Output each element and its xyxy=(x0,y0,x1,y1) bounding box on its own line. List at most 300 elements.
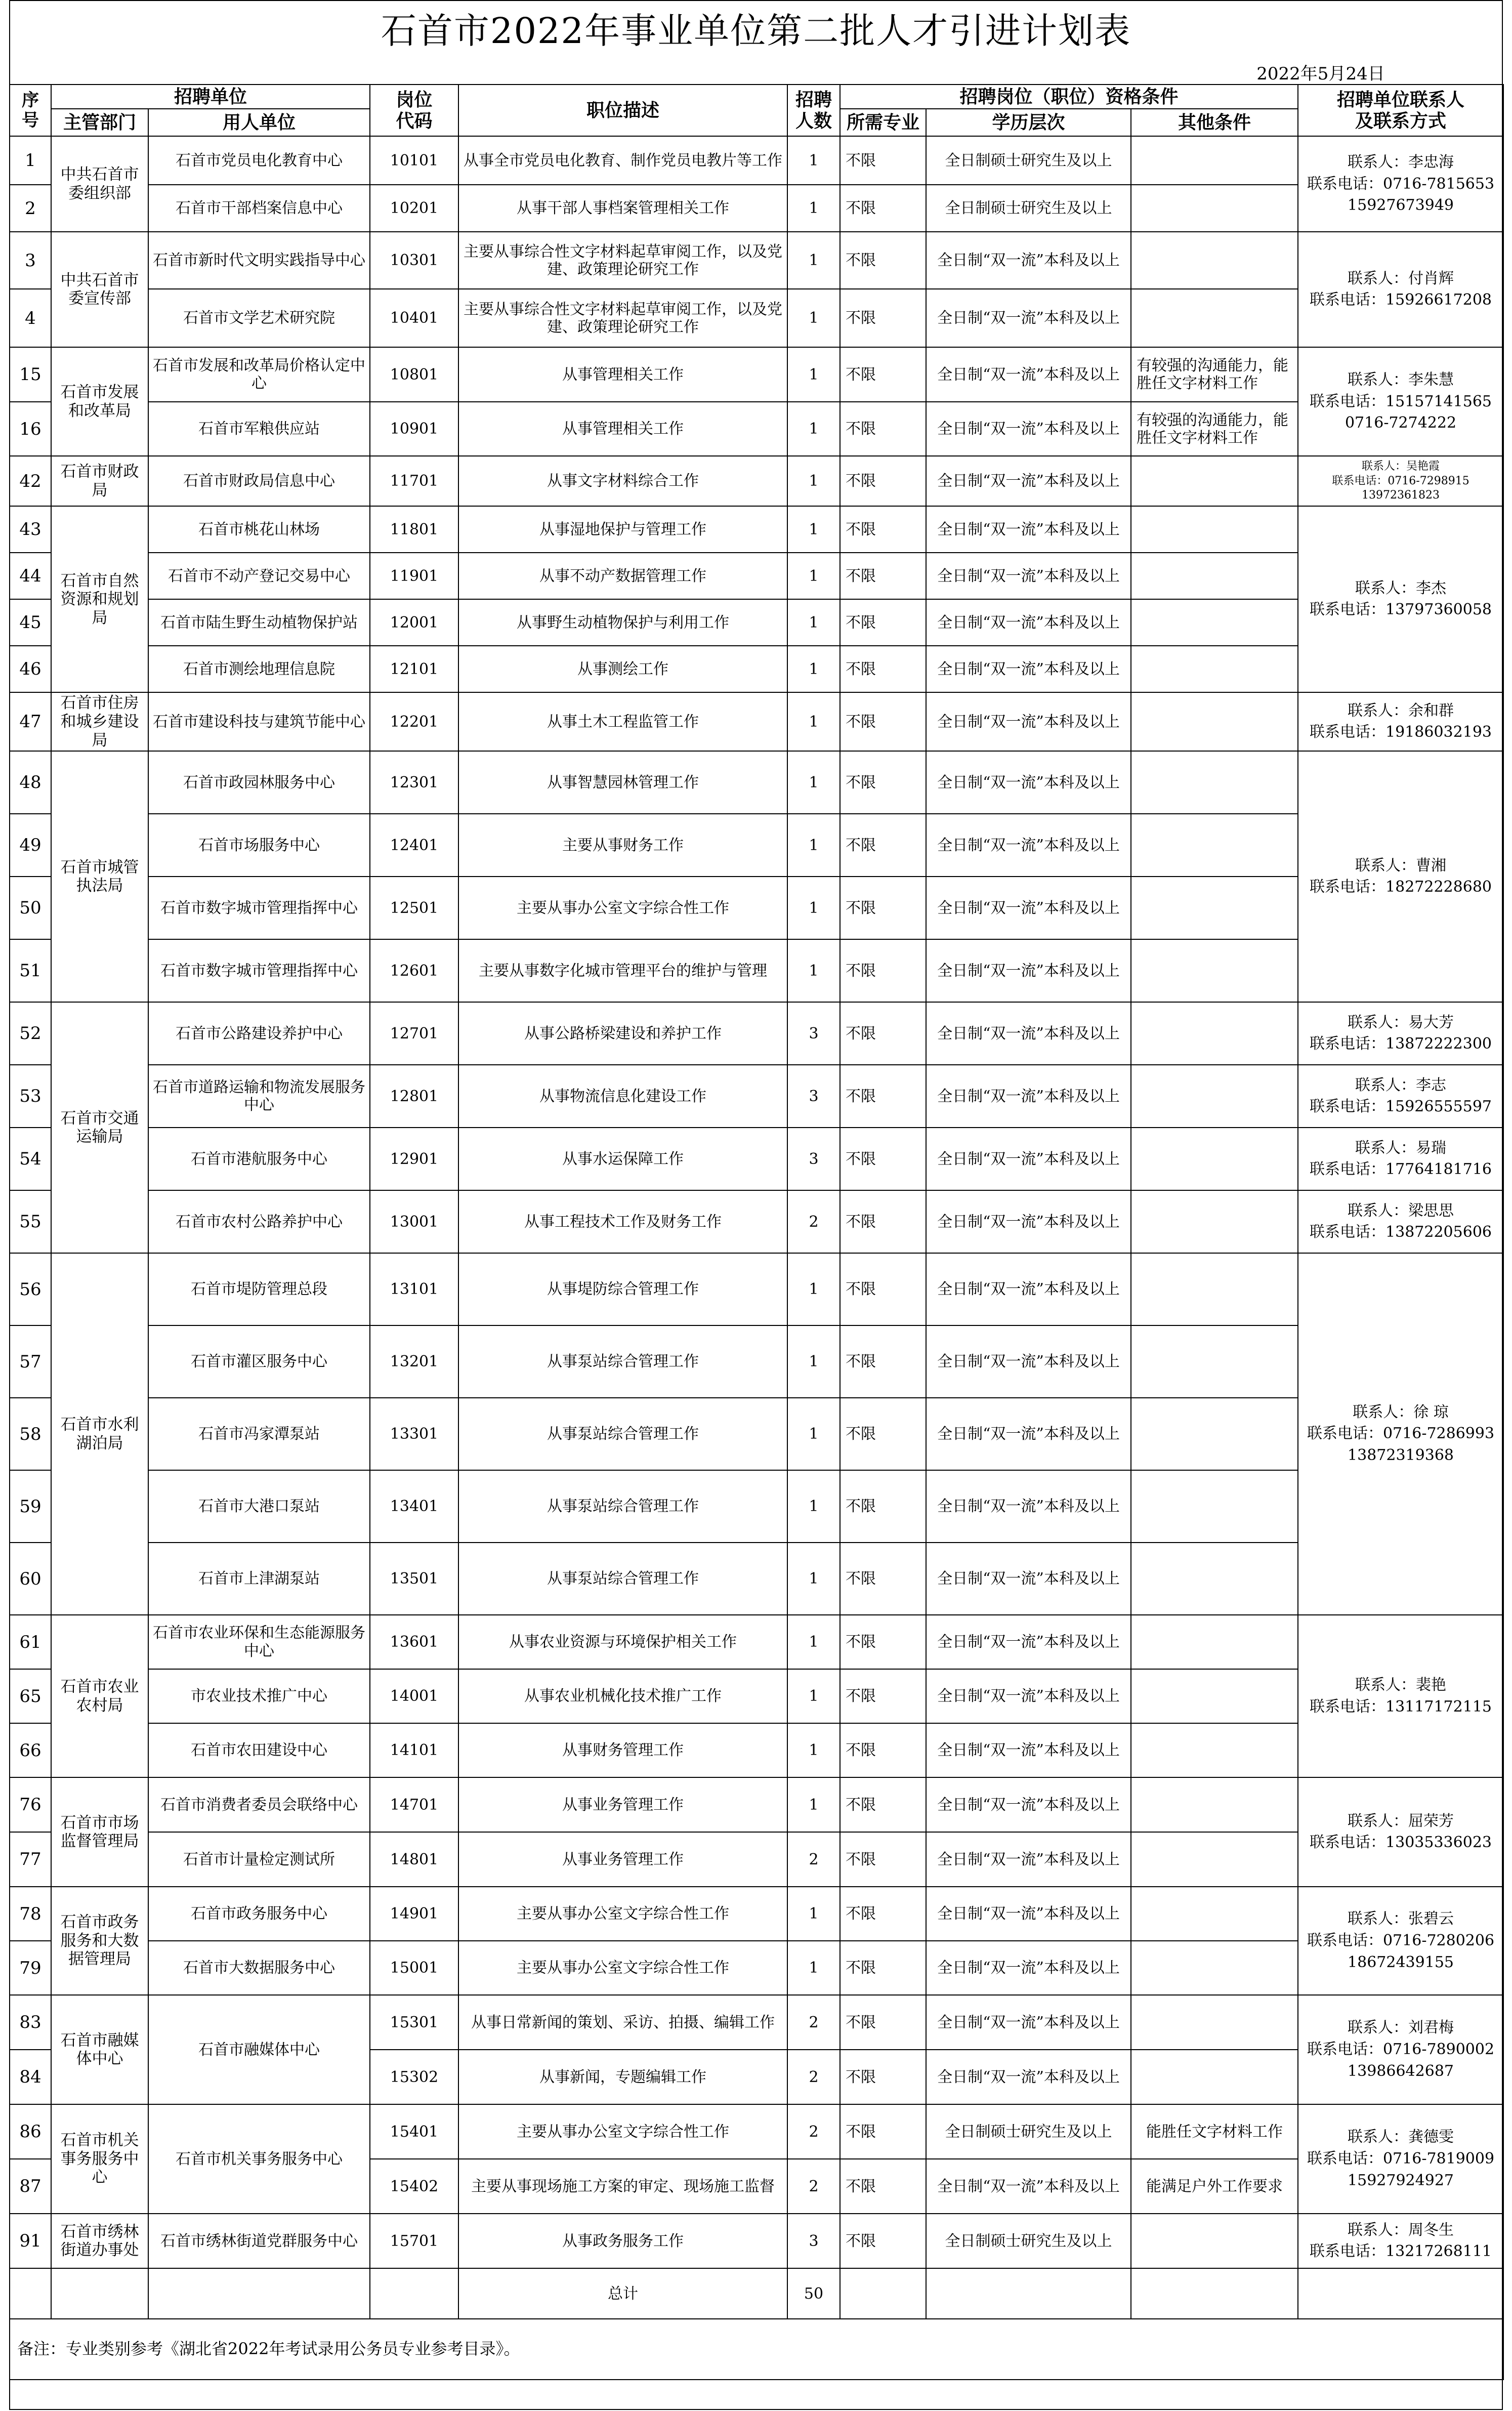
table-row xyxy=(10,939,1503,1002)
employer-cell: 石首市消费者委员会联络中心 xyxy=(148,1777,370,1832)
contact-cell-line: 15927673949 xyxy=(1348,196,1454,215)
contact-cell xyxy=(1298,1253,1503,1615)
code-cell: 15401 xyxy=(370,2104,458,2159)
major-cell: 不限 xyxy=(840,2214,926,2268)
count-cell: 1 xyxy=(787,646,840,692)
desc-cell: 从事管理相关工作 xyxy=(458,347,787,402)
header-count xyxy=(787,85,840,136)
major-cell: 不限 xyxy=(840,751,926,814)
code-cell: 13001 xyxy=(370,1190,458,1253)
desc-cell: 从事新闻，专题编辑工作 xyxy=(458,2050,787,2104)
seq-cell: 60 xyxy=(10,1543,51,1615)
employer-cell: 石首市军粮供应站 xyxy=(148,402,370,456)
desc-cell: 主要从事综合性文字材料起草审阅工作，以及党建、政策理论研究工作 xyxy=(458,232,787,289)
other-cell xyxy=(1131,646,1298,692)
employer-cell: 石首市机关事务服务中心 xyxy=(148,2104,370,2214)
count-cell: 1 xyxy=(787,289,840,347)
contact-cell-line: 联系电话：13117172115 xyxy=(1310,1697,1492,1716)
count-cell: 3 xyxy=(787,2214,840,2268)
desc-cell: 从事智慧园林管理工作 xyxy=(458,751,787,814)
count-cell: 1 xyxy=(787,1941,840,1995)
major-cell: 不限 xyxy=(840,553,926,599)
code-cell: 11701 xyxy=(370,456,458,506)
other-cell xyxy=(1131,1470,1298,1543)
edu-cell: 全日制“双一流”本科及以上 xyxy=(926,1723,1131,1777)
header-qual-group: 招聘岗位（职位）资格条件 xyxy=(840,85,1298,109)
contact-cell xyxy=(1298,1887,1503,1995)
total-count: 50 xyxy=(787,2268,840,2319)
major-cell: 不限 xyxy=(840,1398,926,1470)
edu-cell: 全日制“双一流”本科及以上 xyxy=(926,1325,1131,1398)
code-cell: 15301 xyxy=(370,1995,458,2050)
edu-cell: 全日制“双一流”本科及以上 xyxy=(926,1128,1131,1190)
other-cell xyxy=(1131,1325,1298,1398)
header-dept: 主管部门 xyxy=(51,109,148,136)
contact-cell-line: 联系人：李志 xyxy=(1355,1076,1447,1094)
edu-cell: 全日制“双一流”本科及以上 xyxy=(926,1253,1131,1325)
edu-cell: 全日制“双一流”本科及以上 xyxy=(926,939,1131,1002)
other-cell xyxy=(1131,1941,1298,1995)
desc-cell: 主要从事办公室文字综合性工作 xyxy=(458,2104,787,2159)
major-cell: 不限 xyxy=(840,402,926,456)
contact-cell xyxy=(1298,1002,1503,1065)
seq-cell: 49 xyxy=(10,814,51,877)
contact-cell-line: 13972361823 xyxy=(1362,489,1440,502)
contact-cell-line: 联系电话：13872222300 xyxy=(1310,1035,1492,1053)
desc-cell: 从事测绘工作 xyxy=(458,646,787,692)
other-cell xyxy=(1131,2214,1298,2268)
table-row xyxy=(10,1941,1503,1995)
table-row xyxy=(10,1128,1503,1190)
other-cell xyxy=(1131,814,1298,877)
major-cell: 不限 xyxy=(840,506,926,553)
other-cell xyxy=(1131,877,1298,939)
edu-cell: 全日制“双一流”本科及以上 xyxy=(926,1777,1131,1832)
code-cell: 12201 xyxy=(370,692,458,751)
count-cell: 1 xyxy=(787,877,840,939)
seq-cell: 2 xyxy=(10,185,51,232)
edu-cell: 全日制“双一流”本科及以上 xyxy=(926,599,1131,646)
contact-cell-line: 联系人：龚德雯 xyxy=(1348,2128,1454,2146)
edu-cell: 全日制“双一流”本科及以上 xyxy=(926,1065,1131,1128)
major-cell: 不限 xyxy=(840,185,926,232)
header-contact-line: 招聘单位联系人 xyxy=(1337,89,1465,110)
desc-cell: 主要从事办公室文字综合性工作 xyxy=(458,1941,787,1995)
edu-cell: 全日制“双一流”本科及以上 xyxy=(926,1543,1131,1615)
employer-cell: 石首市不动产登记交易中心 xyxy=(148,553,370,599)
desc-cell: 主要从事办公室文字综合性工作 xyxy=(458,1887,787,1941)
code-cell: 10301 xyxy=(370,232,458,289)
header-major: 所需专业 xyxy=(840,109,926,136)
table-row xyxy=(10,402,1503,456)
major-cell: 不限 xyxy=(840,1832,926,1887)
header-desc: 职位描述 xyxy=(458,85,787,136)
desc-cell: 从事泵站综合管理工作 xyxy=(458,1325,787,1398)
desc-cell: 从事公路桥梁建设和养护工作 xyxy=(458,1002,787,1065)
contact-cell-line: 联系电话：13872205606 xyxy=(1310,1223,1492,1241)
contact-cell-line: 13872319368 xyxy=(1348,1446,1454,1464)
seq-cell: 83 xyxy=(10,1995,51,2050)
table-row xyxy=(10,1543,1503,1615)
other-cell xyxy=(1131,136,1298,185)
count-cell: 3 xyxy=(787,1002,840,1065)
edu-cell: 全日制“双一流”本科及以上 xyxy=(926,1398,1131,1470)
contact-cell-line: 联系电话：19186032193 xyxy=(1310,723,1492,741)
dept-cell: 石首市机关事务服务中心 xyxy=(51,2104,148,2214)
count-cell: 2 xyxy=(787,1995,840,2050)
table-row xyxy=(10,751,1503,814)
count-cell: 1 xyxy=(787,1669,840,1723)
table-row xyxy=(10,1470,1503,1543)
table-row xyxy=(10,1253,1503,1325)
seq-cell: 58 xyxy=(10,1398,51,1470)
desc-cell: 从事业务管理工作 xyxy=(458,1832,787,1887)
total-blank xyxy=(10,2268,51,2319)
employer-cell: 石首市桃花山林场 xyxy=(148,506,370,553)
desc-cell: 主要从事数字化城市管理平台的维护与管理 xyxy=(458,939,787,1002)
dept-cell: 石首市交通运输局 xyxy=(51,1002,148,1253)
other-cell xyxy=(1131,289,1298,347)
major-cell: 不限 xyxy=(840,2104,926,2159)
edu-cell: 全日制“双一流”本科及以上 xyxy=(926,456,1131,506)
code-cell: 12501 xyxy=(370,877,458,939)
seq-cell: 51 xyxy=(10,939,51,1002)
major-cell: 不限 xyxy=(840,1941,926,1995)
count-cell: 3 xyxy=(787,1065,840,1128)
table-row xyxy=(10,599,1503,646)
other-cell xyxy=(1131,1995,1298,2050)
contact-cell xyxy=(1298,506,1503,692)
desc-cell: 主要从事现场施工方案的审定、现场施工监督 xyxy=(458,2159,787,2214)
edu-cell: 全日制“双一流”本科及以上 xyxy=(926,2050,1131,2104)
employer-cell: 石首市政务服务中心 xyxy=(148,1887,370,1941)
code-cell: 14701 xyxy=(370,1777,458,1832)
contact-cell-line: 联系人：屈荣芳 xyxy=(1348,1812,1454,1830)
total-label: 总计 xyxy=(458,2268,787,2319)
desc-cell: 从事文字材料综合工作 xyxy=(458,456,787,506)
other-cell xyxy=(1131,1543,1298,1615)
count-cell: 1 xyxy=(787,1887,840,1941)
edu-cell: 全日制硕士研究生及以上 xyxy=(926,185,1131,232)
employer-cell: 市农业技术推广中心 xyxy=(148,1669,370,1723)
code-cell: 15302 xyxy=(370,2050,458,2104)
contact-cell-line: 联系电话：0716-7286993 xyxy=(1307,1425,1495,1443)
employer-cell: 石首市上津湖泵站 xyxy=(148,1543,370,1615)
employer-cell: 石首市文学艺术研究院 xyxy=(148,289,370,347)
code-cell: 11901 xyxy=(370,553,458,599)
contact-cell-line: 联系人：裴艳 xyxy=(1355,1676,1447,1694)
contact-cell-line: 联系人：李杰 xyxy=(1355,579,1447,597)
contact-cell-line: 13986642687 xyxy=(1348,2062,1454,2080)
count-cell: 1 xyxy=(787,232,840,289)
edu-cell: 全日制“双一流”本科及以上 xyxy=(926,646,1131,692)
other-cell xyxy=(1131,2050,1298,2104)
employer-cell: 石首市道路运输和物流发展服务中心 xyxy=(148,1065,370,1128)
desc-cell: 从事农业资源与环境保护相关工作 xyxy=(458,1615,787,1669)
dept-cell: 石首市绣林街道办事处 xyxy=(51,2214,148,2268)
major-cell: 不限 xyxy=(840,1253,926,1325)
other-cell xyxy=(1131,1128,1298,1190)
seq-cell: 66 xyxy=(10,1723,51,1777)
desc-cell: 从事管理相关工作 xyxy=(458,402,787,456)
edu-cell: 全日制“双一流”本科及以上 xyxy=(926,877,1131,939)
edu-cell: 全日制“双一流”本科及以上 xyxy=(926,553,1131,599)
code-cell: 12601 xyxy=(370,939,458,1002)
table-row xyxy=(10,347,1503,402)
major-cell: 不限 xyxy=(840,1128,926,1190)
seq-cell: 77 xyxy=(10,1832,51,1887)
count-cell: 2 xyxy=(787,2104,840,2159)
count-cell: 1 xyxy=(787,751,840,814)
major-cell: 不限 xyxy=(840,1543,926,1615)
other-cell xyxy=(1131,1832,1298,1887)
contact-cell-line: 联系人：吴艳霞 xyxy=(1362,460,1440,473)
code-cell: 13301 xyxy=(370,1398,458,1470)
code-cell: 12801 xyxy=(370,1065,458,1128)
contact-cell xyxy=(1298,1995,1503,2104)
employer-cell: 石首市港航服务中心 xyxy=(148,1128,370,1190)
edu-cell: 全日制“双一流”本科及以上 xyxy=(926,1615,1131,1669)
total-blank xyxy=(148,2268,370,2319)
desc-cell: 从事不动产数据管理工作 xyxy=(458,553,787,599)
desc-cell: 从事土木工程监管工作 xyxy=(458,692,787,751)
count-cell: 1 xyxy=(787,939,840,1002)
contact-cell-line: 联系人：李朱慧 xyxy=(1348,371,1454,389)
edu-cell: 全日制“双一流”本科及以上 xyxy=(926,1002,1131,1065)
contact-cell xyxy=(1298,1777,1503,1887)
other-cell xyxy=(1131,1065,1298,1128)
contact-cell-line: 联系人：张碧云 xyxy=(1348,1910,1454,1928)
major-cell: 不限 xyxy=(840,1325,926,1398)
seq-cell: 48 xyxy=(10,751,51,814)
table-row xyxy=(10,456,1503,506)
contact-cell-line: 联系人：徐 琼 xyxy=(1353,1403,1449,1421)
header-seq-line: 序 xyxy=(22,90,39,111)
contact-cell-line: 联系电话：13797360058 xyxy=(1310,601,1492,619)
seq-cell: 52 xyxy=(10,1002,51,1065)
desc-cell: 从事泵站综合管理工作 xyxy=(458,1398,787,1470)
seq-cell: 61 xyxy=(10,1615,51,1669)
code-cell: 15701 xyxy=(370,2214,458,2268)
desc-cell: 从事政务服务工作 xyxy=(458,2214,787,2268)
dept-cell: 石首市自然资源和规划局 xyxy=(51,506,148,692)
contact-cell-line: 联系电话：0716-7815653 xyxy=(1307,175,1495,193)
table-row xyxy=(10,185,1503,232)
other-cell: 能满足户外工作要求 xyxy=(1131,2159,1298,2214)
employer-cell: 石首市大数据服务中心 xyxy=(148,1941,370,1995)
edu-cell: 全日制“双一流”本科及以上 xyxy=(926,1832,1131,1887)
desc-cell: 主要从事财务工作 xyxy=(458,814,787,877)
seq-cell: 91 xyxy=(10,2214,51,2268)
table-row xyxy=(10,877,1503,939)
seq-cell: 16 xyxy=(10,402,51,456)
code-cell: 14801 xyxy=(370,1832,458,1887)
total-blank xyxy=(370,2268,458,2319)
major-cell: 不限 xyxy=(840,1065,926,1128)
major-cell: 不限 xyxy=(840,1995,926,2050)
total-blank xyxy=(926,2268,1131,2319)
edu-cell: 全日制“双一流”本科及以上 xyxy=(926,692,1131,751)
desc-cell: 从事堤防综合管理工作 xyxy=(458,1253,787,1325)
note-row xyxy=(10,2319,1503,2380)
code-cell: 14101 xyxy=(370,1723,458,1777)
other-cell: 有较强的沟通能力，能胜任文字材料工作 xyxy=(1131,402,1298,456)
table-row xyxy=(10,232,1503,289)
employer-cell: 石首市测绘地理信息院 xyxy=(148,646,370,692)
other-cell: 有较强的沟通能力，能胜任文字材料工作 xyxy=(1131,347,1298,402)
edu-cell: 全日制硕士研究生及以上 xyxy=(926,2214,1131,2268)
table-row xyxy=(10,1398,1503,1470)
contact-cell-line: 联系人：刘君梅 xyxy=(1348,2019,1454,2037)
code-cell: 14901 xyxy=(370,1887,458,1941)
code-cell: 10801 xyxy=(370,347,458,402)
seq-cell: 4 xyxy=(10,289,51,347)
edu-cell: 全日制“双一流”本科及以上 xyxy=(926,814,1131,877)
desc-cell: 从事湿地保护与管理工作 xyxy=(458,506,787,553)
desc-cell: 从事水运保障工作 xyxy=(458,1128,787,1190)
table-date: 2022年5月24日 xyxy=(1256,63,1385,84)
other-cell xyxy=(1131,692,1298,751)
contact-cell-line: 联系电话：15926617208 xyxy=(1310,291,1492,309)
contact-cell-line: 联系电话：0716-7298915 xyxy=(1332,474,1469,487)
major-cell: 不限 xyxy=(840,939,926,1002)
dept-cell: 石首市财政局 xyxy=(51,456,148,506)
seq-cell: 84 xyxy=(10,2050,51,2104)
edu-cell: 全日制“双一流”本科及以上 xyxy=(926,289,1131,347)
dept-cell: 石首市融媒体中心 xyxy=(51,1995,148,2104)
other-cell xyxy=(1131,1398,1298,1470)
seq-cell: 55 xyxy=(10,1190,51,1253)
other-cell xyxy=(1131,599,1298,646)
contact-cell xyxy=(1298,1190,1503,1253)
major-cell: 不限 xyxy=(840,646,926,692)
major-cell: 不限 xyxy=(840,1190,926,1253)
contact-cell-line: 18672439155 xyxy=(1348,1953,1454,1971)
count-cell: 2 xyxy=(787,1190,840,1253)
count-cell: 1 xyxy=(787,1777,840,1832)
contact-cell xyxy=(1298,2214,1503,2268)
total-blank xyxy=(51,2268,148,2319)
seq-cell: 56 xyxy=(10,1253,51,1325)
other-cell xyxy=(1131,1615,1298,1669)
code-cell: 15001 xyxy=(370,1941,458,1995)
count-cell: 1 xyxy=(787,692,840,751)
desc-cell: 主要从事综合性文字材料起草审阅工作，以及党建、政策理论研究工作 xyxy=(458,289,787,347)
contact-cell-line: 联系电话：0716-7819009 xyxy=(1307,2149,1495,2168)
table-row xyxy=(10,1325,1503,1398)
total-row xyxy=(10,2268,1503,2319)
employer-cell: 石首市大港口泵站 xyxy=(148,1470,370,1543)
dept-cell: 石首市政务服务和大数据管理局 xyxy=(51,1887,148,1995)
contact-cell xyxy=(1298,456,1503,506)
contact-cell-line: 联系人：易瑞 xyxy=(1355,1139,1447,1157)
desc-cell: 从事泵站综合管理工作 xyxy=(458,1470,787,1543)
code-cell: 12401 xyxy=(370,814,458,877)
employer-cell: 石首市数字城市管理指挥中心 xyxy=(148,939,370,1002)
edu-cell: 全日制“双一流”本科及以上 xyxy=(926,1941,1131,1995)
dept-cell: 石首市住房和城乡建设局 xyxy=(51,692,148,751)
employer-cell: 石首市堤防管理总段 xyxy=(148,1253,370,1325)
employer-cell: 石首市农村公路养护中心 xyxy=(148,1190,370,1253)
edu-cell: 全日制硕士研究生及以上 xyxy=(926,2104,1131,2159)
employer-cell: 石首市党员电化教育中心 xyxy=(148,136,370,185)
contact-cell xyxy=(1298,751,1503,1002)
header-code xyxy=(370,85,458,136)
total-blank xyxy=(1131,2268,1298,2319)
other-cell xyxy=(1131,1190,1298,1253)
edu-cell: 全日制“双一流”本科及以上 xyxy=(926,2159,1131,2214)
contact-cell xyxy=(1298,1128,1503,1190)
major-cell: 不限 xyxy=(840,814,926,877)
other-cell xyxy=(1131,506,1298,553)
contact-cell xyxy=(1298,347,1503,456)
header-contact xyxy=(1298,85,1503,136)
count-cell: 2 xyxy=(787,2050,840,2104)
contact-cell xyxy=(1298,692,1503,751)
seq-cell: 46 xyxy=(10,646,51,692)
seq-cell: 53 xyxy=(10,1065,51,1128)
contact-cell xyxy=(1298,232,1503,347)
edu-cell: 全日制“双一流”本科及以上 xyxy=(926,1190,1131,1253)
other-cell xyxy=(1131,1777,1298,1832)
contact-cell-line: 联系人：周冬生 xyxy=(1348,2221,1454,2239)
employer-cell: 石首市新时代文明实践指导中心 xyxy=(148,232,370,289)
major-cell: 不限 xyxy=(840,1723,926,1777)
major-cell: 不限 xyxy=(840,877,926,939)
table-row xyxy=(10,1002,1503,1065)
desc-cell: 从事泵站综合管理工作 xyxy=(458,1543,787,1615)
header-code-line: 岗位 xyxy=(396,89,433,110)
other-cell xyxy=(1131,232,1298,289)
contact-cell-line: 联系人：付肖辉 xyxy=(1348,269,1454,287)
table-row xyxy=(10,2214,1503,2268)
header-unit-group: 招聘单位 xyxy=(51,85,370,109)
table-row xyxy=(10,1723,1503,1777)
seq-cell: 65 xyxy=(10,1669,51,1723)
employer-cell: 石首市干部档案信息中心 xyxy=(148,185,370,232)
major-cell: 不限 xyxy=(840,136,926,185)
code-cell: 13401 xyxy=(370,1470,458,1543)
dept-cell: 中共石首市委宣传部 xyxy=(51,232,148,347)
code-cell: 10401 xyxy=(370,289,458,347)
count-cell: 1 xyxy=(787,506,840,553)
total-blank xyxy=(840,2268,926,2319)
dept-cell: 石首市水利湖泊局 xyxy=(51,1253,148,1615)
seq-cell: 57 xyxy=(10,1325,51,1398)
contact-cell-line: 0716-7274222 xyxy=(1345,414,1457,432)
count-cell: 1 xyxy=(787,814,840,877)
other-cell: 能胜任文字材料工作 xyxy=(1131,2104,1298,2159)
count-cell: 2 xyxy=(787,1832,840,1887)
note-text: 备注：专业类别参考《湖北省2022年考试录用公务员专业参考目录》。 xyxy=(10,2319,1503,2380)
seq-cell: 15 xyxy=(10,347,51,402)
other-cell xyxy=(1131,751,1298,814)
employer-cell: 石首市政园林服务中心 xyxy=(148,751,370,814)
contact-cell-line: 联系电话：0716-7280206 xyxy=(1307,1931,1495,1949)
employer-cell: 石首市数字城市管理指挥中心 xyxy=(148,877,370,939)
major-cell: 不限 xyxy=(840,2050,926,2104)
desc-cell: 从事全市党员电化教育、制作党员电教片等工作 xyxy=(458,136,787,185)
seq-cell: 59 xyxy=(10,1470,51,1543)
employer-cell: 石首市场服务中心 xyxy=(148,814,370,877)
table-row xyxy=(10,506,1503,553)
recruitment-table-wrapper xyxy=(9,84,1503,2380)
count-cell: 1 xyxy=(787,402,840,456)
table-row xyxy=(10,2104,1503,2159)
code-cell: 15402 xyxy=(370,2159,458,2214)
code-cell: 12301 xyxy=(370,751,458,814)
major-cell: 不限 xyxy=(840,456,926,506)
